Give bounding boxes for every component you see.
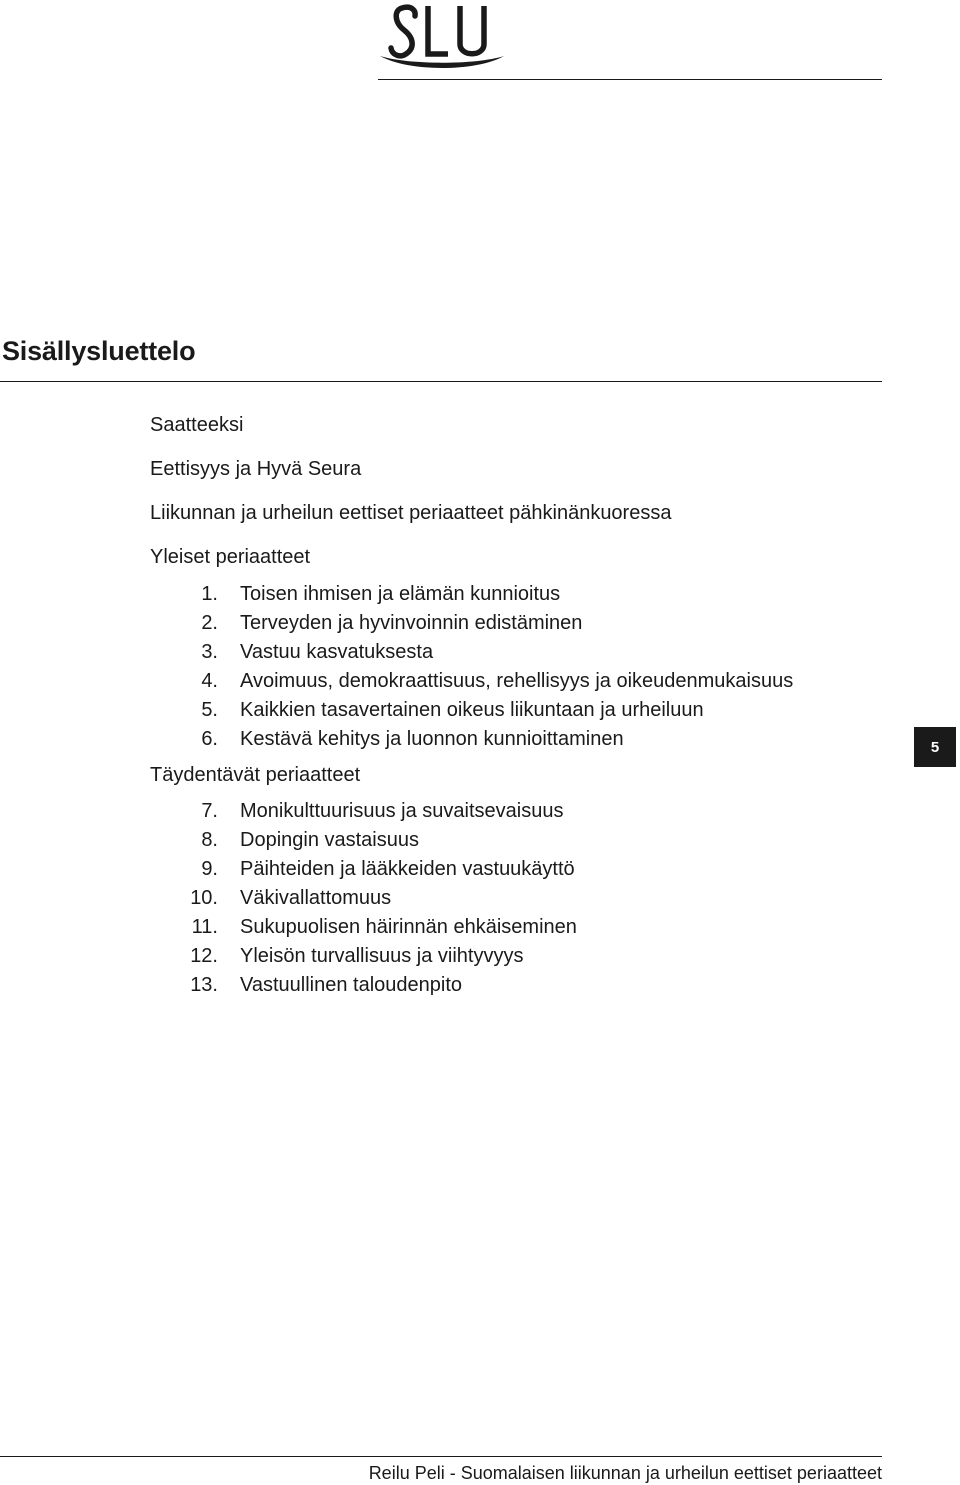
slu-logo <box>378 2 506 72</box>
toc-item-text: Monikulttuurisuus ja suvaitsevaisuus <box>240 800 564 822</box>
footer-rule <box>0 1456 882 1457</box>
toc-entry-saatteeksi: Saatteeksi <box>150 414 244 436</box>
toc-item-text: Päihteiden ja lääkkeiden vastuukäyttö <box>240 858 575 880</box>
toc-item-number: 3. <box>201 641 218 663</box>
toc-item-text: Terveyden ja hyvinvoinnin edistäminen <box>240 612 583 634</box>
toc-entry-paahkinankuoressa: Liikunnan ja urheilun eettiset periaatteet pähkinänkuoressa <box>150 502 672 524</box>
toc-item-number: 7. <box>201 800 218 822</box>
toc-item-number: 8. <box>201 829 218 851</box>
toc-item-text: Sukupuolisen häirinnän ehkäiseminen <box>240 916 577 938</box>
toc-item-text: Avoimuus, demokraattisuus, rehellisyys ja oikeudenmukaisuus <box>240 670 794 692</box>
toc-item-number: 12. <box>190 945 218 967</box>
title-rule <box>0 381 882 382</box>
toc-item-text: Väkivallattomuus <box>240 887 392 909</box>
toc-item-text: Vastuu kasvatuksesta <box>240 641 434 663</box>
toc-item-text: Dopingin vastaisuus <box>240 829 419 851</box>
footer-text: Reilu Peli - Suomalaisen liikunnan ja urheilun eettiset periaatteet <box>368 1463 882 1483</box>
toc-item-text: Vastuullinen taloudenpito <box>240 974 463 996</box>
header-rule <box>378 79 882 80</box>
toc-item-number: 4. <box>201 670 218 692</box>
page-number-tab: 5 <box>914 727 956 767</box>
toc-item-text: Toisen ihmisen ja elämän kunnioitus <box>240 583 561 605</box>
toc-item-number: 5. <box>201 699 218 721</box>
toc-heading-general: Yleiset periaatteet <box>150 546 311 568</box>
toc-item-text: Kestävä kehitys ja luonnon kunnioittaminen <box>240 728 624 750</box>
toc-item-number: 10. <box>190 887 218 909</box>
toc-item-text: Yleisön turvallisuus ja viihtyvyys <box>240 945 524 967</box>
page-title: Sisällysluettelo <box>2 336 196 366</box>
toc-item-number: 2. <box>201 612 218 634</box>
toc-heading-supplementary: Täydentävät periaatteet <box>150 764 361 786</box>
toc-item-text: Kaikkien tasavertainen oikeus liikuntaan ja urheiluun <box>240 699 704 721</box>
toc-item-number: 13. <box>190 974 218 996</box>
toc-item-number: 1. <box>201 583 218 605</box>
toc-entry-eettisyys: Eettisyys ja Hyvä Seura <box>150 458 362 480</box>
toc-item-number: 9. <box>201 858 218 880</box>
toc-item-number: 11. <box>191 916 218 938</box>
toc-item-number: 6. <box>201 728 218 750</box>
